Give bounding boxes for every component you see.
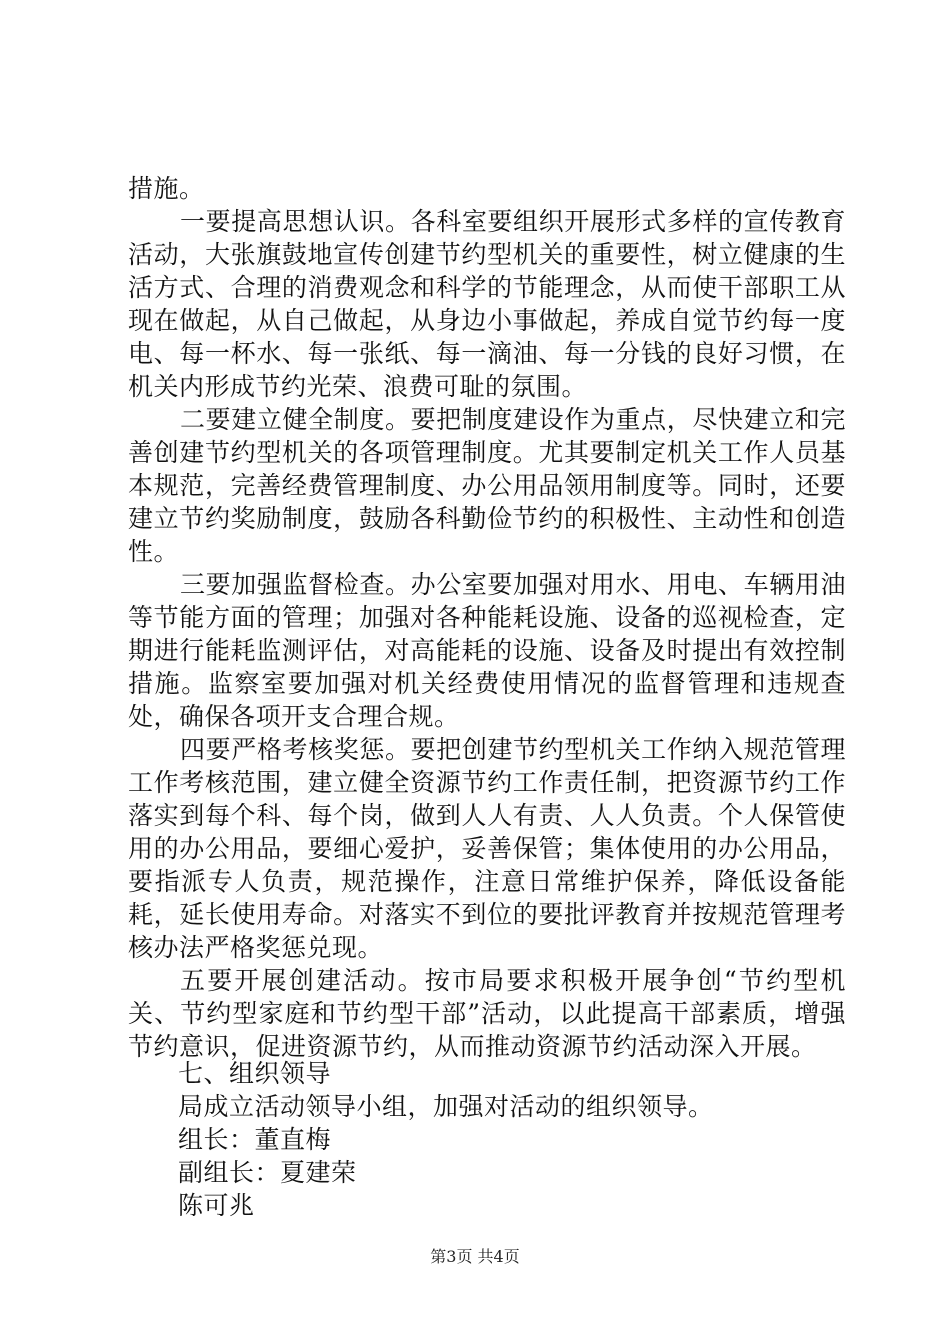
paragraph-awareness: 一要提高思想认识。各科室要组织开展形式多样的宣传教育活动，大张旗鼓地宣传创建节约型机关的重要性，树立健康的生活方式、合理的消费观念和科学的节能理念，从而使干部职工从现在做起，从自己做起，从身边小事做起，养成自觉节约每一度电、每一杯水、每一张纸、每一滴油、每一分钱的良好习惯，在机关内形成节约光荣、浪费可耻的氛围。 (128, 207, 846, 401)
paragraph-activities: 五要开展创建活动。按市局要求积极开展争创“节约型机关、节约型家庭和节约型干部”活动，以此提高干部素质，增强节约意识，促进资源节约，从而推动资源节约活动深入开展。 (128, 966, 846, 1061)
lead-line: 措施。 (128, 174, 205, 203)
paragraph-assessment: 四要严格考核奖惩。要把创建节约型机关工作纳入规范管理工作考核范围，建立健全资源节约工作责任制，把资源节约工作落实到每个科、每个岗，做到人人有责、人人负责。个人保管使用的办公用品，要细心爱护，妥善保管；集体使用的办公用品，要指派专人负责，规范操作，注意日常维护保养，降低设备能耗，延长使用寿命。对落实不到位的要批评教育并按规范管理考核办法严格奖惩兑现。 (128, 735, 846, 962)
section-intro: 局成立活动领导小组，加强对活动的组织领导。 (178, 1092, 714, 1121)
page-footer: 第3页 共4页 (430, 1247, 520, 1266)
member-line: 陈可兆 (178, 1191, 255, 1220)
paragraph-supervision: 三要加强监督检查。办公室要加强对用水、用电、车辆用油等节能方面的管理；加强对各种能耗设施、设备的巡视检查，定期进行能耗监测评估，对高能耗的设施、设备及时提出有效控制措施。监察室要加强对机关经费使用情况的监督管理和违规查处，确保各项开支合理合规。 (128, 570, 846, 731)
deputy-leader-line: 副组长：夏建荣 (178, 1158, 357, 1187)
section-heading: 七、组织领导 (178, 1059, 332, 1088)
document-body (128, 172, 846, 1063)
organization-section (178, 1057, 838, 1222)
paragraph-system: 二要建立健全制度。要把制度建设作为重点，尽快建立和完善创建节约型机关的各项管理制度。尤其要制定机关工作人员基本规范，完善经费管理制度、办公用品领用制度等。同时，还要建立节约奖励制度，鼓励各科勤俭节约的积极性、主动性和创造性。 (128, 405, 846, 566)
leader-line: 组长：董直梅 (178, 1125, 332, 1154)
